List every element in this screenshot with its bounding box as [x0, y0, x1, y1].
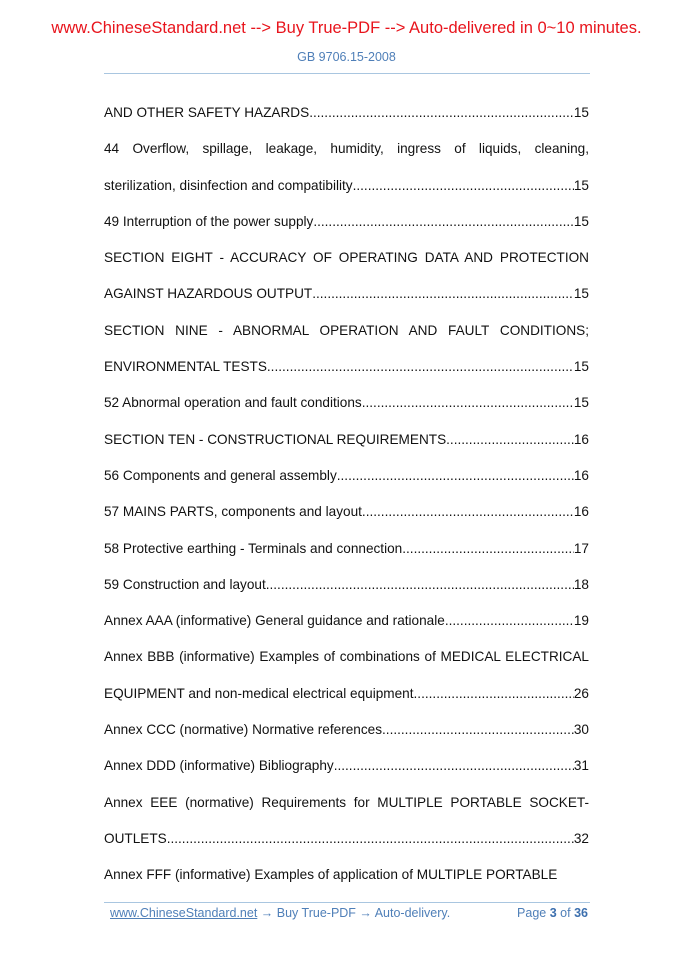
dot-leader: [362, 394, 574, 430]
dot-leader: [267, 358, 574, 394]
toc-entry[interactable]: [104, 685, 589, 721]
dot-leader: [382, 721, 574, 757]
toc-title: 52 Abnormal operation and fault conditions: [104, 395, 362, 411]
toc-page: 15: [573, 213, 589, 229]
toc-entry[interactable]: [104, 830, 589, 866]
toc-page: 17: [573, 540, 589, 556]
toc-entry[interactable]: SECTION EIGHT - ACCURACY OF OPERATING DATA AND PROTECTION: [104, 250, 589, 266]
toc-entry[interactable]: Annex BBB (informative) Examples of combinations of MEDICAL ELECTRICAL: [104, 649, 589, 665]
toc-entry[interactable]: [104, 721, 589, 757]
page-number: Page 3 of 36: [517, 906, 588, 920]
toc-page: 16: [573, 431, 589, 447]
toc-title: 59 Construction and layout: [104, 576, 266, 592]
toc-title: sterilization, disinfection and compatibility: [104, 177, 353, 193]
toc-page: 31: [573, 758, 589, 774]
toc-entry[interactable]: [104, 394, 589, 430]
toc-page: 16: [573, 504, 589, 520]
toc-entry[interactable]: SECTION NINE - ABNORMAL OPERATION AND FAULT CONDITIONS;: [104, 322, 589, 338]
toc-title: 56 Components and general assembly: [104, 467, 337, 483]
header-divider: [104, 73, 590, 74]
dot-leader: [446, 431, 574, 467]
dot-leader: [167, 830, 574, 866]
dot-leader: [337, 467, 574, 503]
toc-entry[interactable]: [104, 177, 589, 213]
toc-entry[interactable]: [104, 612, 589, 648]
toc-title: 49 Interruption of the power supply: [104, 213, 314, 229]
toc-title: 58 Protective earthing - Terminals and connection: [104, 540, 403, 556]
toc-entry[interactable]: [104, 104, 589, 140]
toc-entry[interactable]: [104, 213, 589, 249]
table-of-contents: [104, 104, 589, 903]
toc-entry[interactable]: Annex FFF (informative) Examples of application of MULTIPLE PORTABLE: [104, 867, 558, 883]
document-id: GB 9706.15-2008: [297, 50, 396, 64]
toc-page: 15: [573, 105, 589, 120]
toc-title: EQUIPMENT and non-medical electrical equipment: [104, 685, 414, 701]
toc-title: AND OTHER SAFETY HAZARDS: [104, 105, 310, 120]
toc-entry[interactable]: Annex EEE (normative) Requirements for MULTIPLE PORTABLE SOCKET-: [104, 794, 589, 810]
toc-entry[interactable]: [104, 285, 589, 321]
toc-entry[interactable]: [104, 467, 589, 503]
toc-page: 26: [573, 685, 589, 701]
dot-leader: [362, 503, 574, 539]
toc-page: 32: [573, 830, 589, 846]
toc-title: Annex DDD (informative) Bibliography: [104, 758, 334, 774]
footer-text: → Buy True-PDF → Auto-delivery.: [257, 906, 451, 920]
toc-page: 15: [573, 395, 589, 411]
promo-banner[interactable]: www.ChineseStandard.net --> Buy True-PDF --> Auto-delivered in 0~10 minutes.: [51, 19, 642, 37]
toc-title: Annex AAA (informative) General guidance and rationale: [104, 613, 445, 629]
toc-page: 19: [573, 613, 589, 629]
dot-leader: [402, 540, 574, 576]
dot-leader: [266, 576, 574, 612]
dot-leader: [353, 177, 574, 213]
toc-title: Annex CCC (normative) Normative references: [104, 722, 383, 738]
toc-page: 15: [573, 177, 589, 193]
footer-divider: [104, 902, 590, 903]
dot-leader: [414, 685, 574, 721]
dot-leader: [313, 213, 574, 249]
toc-entry[interactable]: [104, 503, 589, 539]
toc-page: 18: [573, 576, 589, 592]
toc-entry[interactable]: [104, 540, 589, 576]
dot-leader: [309, 104, 574, 140]
dot-leader: [445, 612, 574, 648]
toc-page: 30: [573, 722, 589, 738]
toc-title: AGAINST HAZARDOUS OUTPUT: [104, 286, 313, 302]
toc-entry[interactable]: 44 Overflow, spillage, leakage, humidity, ingress of liquids, cleaning,: [104, 141, 589, 157]
dot-leader: [312, 285, 574, 321]
toc-page: 15: [573, 359, 589, 375]
footer-link[interactable]: www.ChineseStandard.net: [110, 906, 258, 920]
toc-entry[interactable]: [104, 358, 589, 394]
toc-title: ENVIRONMENTAL TESTS: [104, 359, 267, 375]
toc-entry[interactable]: [104, 757, 589, 793]
toc-title: OUTLETS: [104, 830, 167, 846]
toc-title: SECTION TEN - CONSTRUCTIONAL REQUIREMENTS: [104, 431, 447, 447]
dot-leader: [334, 757, 574, 793]
toc-entry[interactable]: [104, 576, 589, 612]
toc-entry[interactable]: [104, 431, 589, 467]
toc-title: 57 MAINS PARTS, components and layout: [104, 504, 362, 520]
toc-page: 15: [573, 286, 589, 302]
footer: [110, 906, 588, 920]
toc-page: 16: [573, 467, 589, 483]
